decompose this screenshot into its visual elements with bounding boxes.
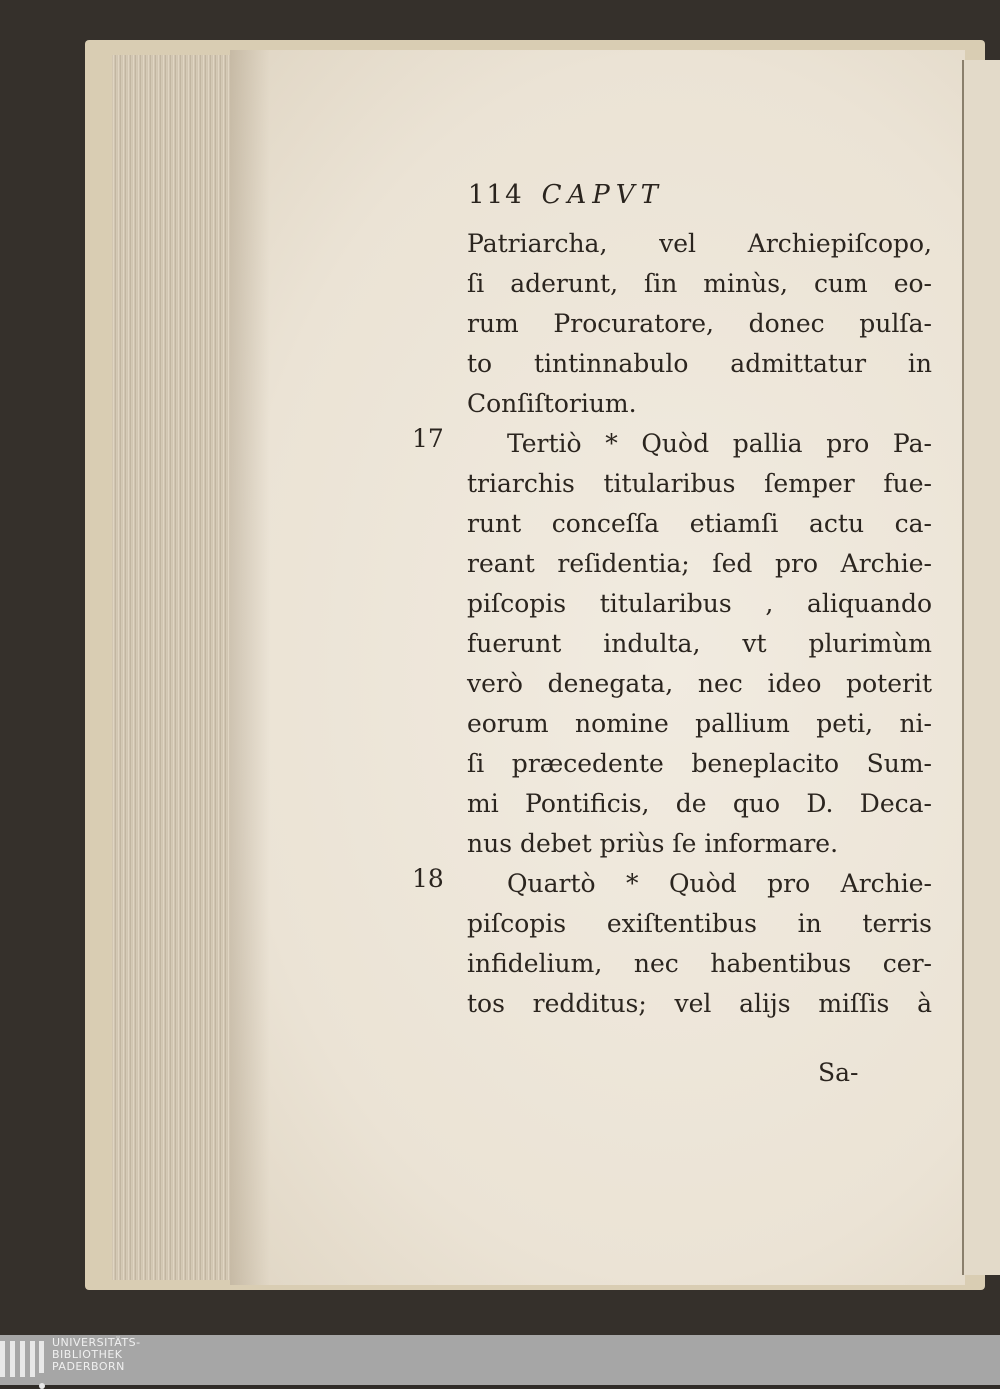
text-line: infidelium, nec habentibus cer- bbox=[467, 949, 932, 978]
text-line: Quartò * Quòd pro Archie- bbox=[507, 869, 932, 898]
text-line: ſi præcedente beneplacito Sum- bbox=[467, 749, 932, 778]
text-line: to tintinnabulo admittatur in bbox=[467, 349, 932, 378]
page-number: 114 bbox=[468, 180, 524, 210]
gutter-shadow bbox=[230, 50, 270, 1285]
text-line: runt conceſſa etiamſi actu ca- bbox=[467, 509, 932, 538]
text-line: piſcopis exiſtentibus in terris bbox=[467, 909, 932, 938]
text-line: piſcopis titularibus , aliquando bbox=[467, 589, 932, 618]
text-line: nus debet priùs ſe informare. bbox=[467, 829, 839, 858]
text-line: fuerunt indulta, vt plurimùm bbox=[467, 629, 932, 658]
text-line: Patriarcha, vel Archiepiſcopo, bbox=[467, 229, 932, 258]
text-line: eorum nomine pallium peti, ni- bbox=[467, 709, 932, 738]
margin-number: 17 bbox=[412, 424, 444, 453]
text-line: triarchis titularibus ſemper fue- bbox=[467, 469, 932, 498]
text-line: mi Pontificis, de quo D. Deca- bbox=[467, 789, 932, 818]
library-logo-icon bbox=[0, 1341, 46, 1383]
running-title: CAPVT bbox=[541, 180, 664, 210]
text-line: Conſiſtorium. bbox=[467, 389, 637, 418]
next-page-edge bbox=[962, 60, 1000, 1275]
footer-bar bbox=[0, 1335, 1000, 1385]
logo-line: BIBLIOTHEK bbox=[52, 1348, 123, 1361]
body-text bbox=[467, 224, 932, 1024]
running-header bbox=[468, 180, 664, 210]
text-line: rum Procuratore, donec pulſa- bbox=[467, 309, 932, 338]
text-line: verò denegata, nec ideo poterit bbox=[467, 669, 932, 698]
page-edges bbox=[112, 55, 234, 1280]
text-line: tos redditus; vel alijs miſſis à bbox=[467, 989, 932, 1018]
logo-line: UNIVERSITÄTS- bbox=[52, 1336, 141, 1349]
catchword: Sa- bbox=[818, 1058, 859, 1087]
text-line: ſi aderunt, ſin minùs, cum eo- bbox=[467, 269, 932, 298]
margin-number: 18 bbox=[412, 864, 444, 893]
library-logo-text bbox=[52, 1337, 141, 1373]
text-line: reant reſidentia; ſed pro Archie- bbox=[467, 549, 932, 578]
text-line: Tertiò * Quòd pallia pro Pa- bbox=[507, 429, 932, 458]
logo-line: PADERBORN bbox=[52, 1360, 125, 1373]
